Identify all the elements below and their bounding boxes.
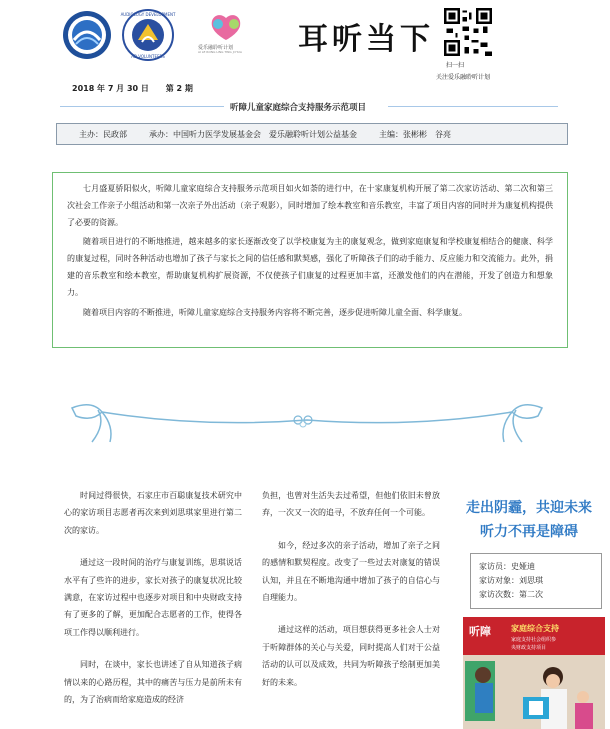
photo-banner-text-1: 听障	[469, 625, 491, 638]
article-paragraph: 通过这样的活动，项目想获得更多社会人士对于听障群体的关心与关爱，同时提高人们对于公益活动的认可以及成效，共同为听障孩子绘制更加美好的未来。	[262, 625, 440, 687]
organization-logo-1	[62, 10, 112, 60]
ribbon-divider-icon	[62, 398, 552, 448]
organizer-label: 承办：中国听力医学发展基金会 爱乐融聆听计划公益基金	[149, 129, 357, 139]
sponsor-bar	[56, 123, 568, 145]
intro-box	[52, 172, 568, 348]
dateline	[72, 83, 207, 94]
intro-paragraph-1: 七月盛夏骄阳似火，听障儿童家庭综合支持服务示范项目如火如荼的进行中，在十家康复机构开展了第二次家访活动、第二次和第三次社会工作亲子小组活动和第一次亲子外出活动（亲子观影），同时增加了绘本教室和音乐教室，丰富了项目内容的同时并为康复机构提供了必要的资源。	[67, 184, 553, 227]
slogan-line-1: 走出阴霾，共迎未来	[466, 500, 592, 516]
logo2-top-text: AUDIOLOGY DEVELOPMENT	[120, 12, 176, 17]
article-paragraph: 时间过得很快，石家庄市百聪康复技术研究中心的家访项目志愿者再次来到刘思琪家里进行第二次的家访。	[64, 491, 242, 535]
logo3-subcaption: AI LE RONG LING TING JI HUA	[198, 50, 242, 54]
photo-banner-text-4: 央财政支持项目	[511, 645, 547, 651]
slogan	[452, 496, 606, 544]
article-paragraph: 如今，经过多次的亲子活动，增加了亲子之间的感情和默契程度。改变了一些过去对康复的错误认知，并且在不断地沟通中增加了孩子的自信心与自理能力。	[262, 540, 440, 603]
slogan-line-2: 听力不再是障碍	[480, 524, 578, 540]
visit-family-label: 家访对象：刘思琪	[479, 576, 543, 585]
logo3-caption: 爱乐融聆听计划	[198, 45, 234, 51]
home-visit-info-box	[470, 553, 602, 609]
logo2-bottom-text: AD VOLUNTEERS	[131, 54, 165, 59]
photo-banner-text-3: 家庭支持社会组织参	[511, 637, 557, 643]
visit-count-label: 家访次数：第二次	[479, 590, 543, 599]
visitor-label: 家访员：史娅迪	[479, 562, 535, 571]
host-label: 主办：民政部	[79, 129, 127, 139]
ailerong-logo	[196, 10, 256, 66]
section-title: 听障儿童家庭综合支持服务示范项目	[230, 103, 367, 113]
article-column-2	[262, 487, 440, 706]
photo-banner-text-2: 家庭综合支持	[511, 624, 559, 633]
issue-number: 第 2 期	[165, 84, 193, 93]
qr-code	[444, 8, 492, 56]
article-column-1	[64, 487, 242, 723]
intro-paragraph-3: 随着项目内容的不断推进，听障儿童家庭综合支持服务内容将不断完善，逐步促进听障儿童全面、科学康复。	[83, 307, 467, 317]
article-paragraph: 同时，在谈中，家长也讲述了自从知道孩子病情以来的心路历程，其中的痛苦与压力是前所未有的，为了治病而给家庭造成的经济	[64, 660, 242, 705]
issue-date: 2018 年 7 月 30 日	[72, 84, 149, 93]
title-divider-left	[60, 106, 224, 107]
volunteers-logo	[120, 8, 176, 62]
title-divider-right	[388, 106, 558, 107]
intro-paragraph-2: 随着项目进行的不断地推进，越来越多的家长逐渐改变了以学校康复为主的康复观念，做到家庭康复和学校康复相结合的健康、科学的康复过程，同时各种活动也增加了孩子与家长之间的信任感和默契感，强化了听障孩子们的动手能力、反应能力和交流能力。此外，捐建的音乐教室和绘本教室，帮助康复机构扩展资源，不仅使孩子们康复的过程更加丰富，还激发他们的内在潜能，开发了创造力和想象力。	[67, 237, 553, 297]
article-paragraph: 通过这一段时间的治疗与康复训练，思琪说话水平有了些许的进步，家长对孩子的康复状况比较满意，在家访过程中也逐步对项目和中央财政支持有了更多的了解，更加配合志愿者的工作，使得各项工作得以顺利进行。	[64, 558, 242, 637]
home-visit-photo	[463, 617, 605, 729]
qr-caption-follow: 关注爱乐融聆听计划	[436, 74, 491, 81]
qr-caption-scan: 扫一扫	[446, 62, 465, 69]
article-paragraph: 负担，也曾对生活失去过希望，但他们依旧未曾放弃，一次又一次的追寻，不放弃任何一个可能。	[262, 491, 440, 518]
masthead-title: 耳听当下	[298, 22, 434, 57]
editors-label: 主编：张彬彬 谷亮	[379, 129, 451, 139]
